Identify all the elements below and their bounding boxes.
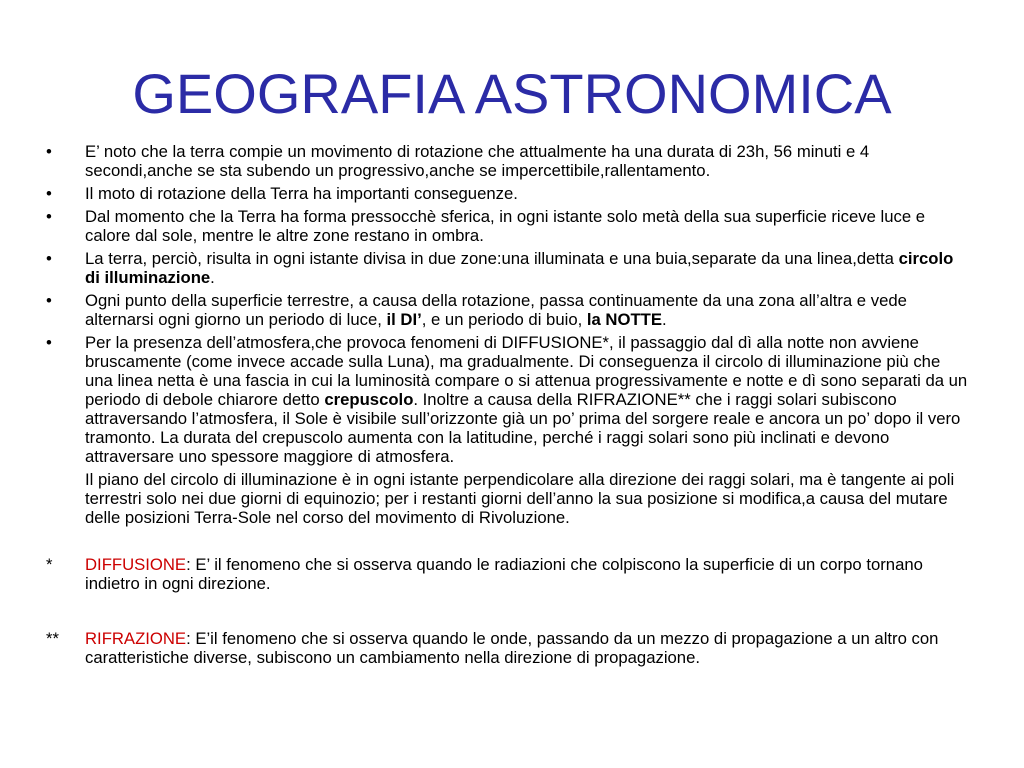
bullet-item — [42, 291, 970, 329]
bullet-item — [42, 142, 970, 180]
footnote-mark: * — [46, 555, 53, 574]
bullet-text — [85, 249, 953, 287]
bullet-text — [85, 291, 907, 329]
bullet-text-part: La terra, perciò, risulta in ogni istante divisa in due zone:una illuminata e una buia,separate da una linea,detta — [85, 249, 899, 268]
footnote-term: DIFFUSIONE — [85, 555, 187, 574]
paragraph-circolo: Il piano del circolo di illuminazione è in ogni istante perpendicolare alla direzione dei raggi solari, ma è tangente ai poli terrestri solo nei due giorni di equinozio; per i restanti giorni dell’anno la sua posizione si modifica,a causa del mutare delle posizioni Terra-Sole nel corso del movimento di Rivoluzione. — [85, 470, 955, 527]
bullet-text-part: . — [210, 268, 215, 287]
bullet-text-part: . Inoltre a causa della RIFRAZIONE** che i raggi solari subiscono attraversando l’atmosfera, il Sole è visibile sull’orizzonte già un po’ prima del sorgere reale e ancora un po’ dopo il vero tramonto. La durata del crepuscolo aumenta con la latitudine, perché i raggi solari sono più inclinati e devono attraversare uno spessore maggiore di atmosfera. — [85, 390, 961, 466]
bullet-item — [42, 207, 970, 245]
bold-term-notte: la NOTTE — [586, 310, 662, 329]
footnote-diffusione — [42, 555, 970, 593]
bullet-text — [85, 333, 967, 466]
slide-title: GEOGRAFIA ASTRONOMICA — [132, 62, 892, 125]
bold-term-di: il DI’ — [386, 310, 422, 329]
bullet-text-part: , e un periodo di buio, — [421, 310, 587, 329]
bullet-text-part: Per la presenza dell’atmosfera,che provoca fenomeni di DIFFUSIONE*, il passaggio dal dì alla notte non avviene bruscamente (come invece accade sulla Luna), ma gradualmente. Di conseguenza il circolo di illuminazione più che una linea netta è una fascia in cui la luminosità compare o si attenua progressivamente e notte e dì sono separati da un periodo di debole chiarore detto — [85, 333, 968, 409]
bullet-dot: • — [46, 249, 52, 268]
footnote-term: RIFRAZIONE — [85, 629, 187, 648]
bullet-item — [42, 184, 970, 203]
footnote-text: : E’il fenomeno che si osserva quando le onde, passando da un mezzo di propagazione a un altro con caratteristiche diverse, subiscono un cambiamento nella direzione di propagazione. — [85, 629, 939, 667]
bullet-dot: • — [46, 142, 52, 161]
slide-content — [42, 142, 970, 667]
bullet-item — [42, 333, 970, 466]
bullet-text: Il moto di rotazione della Terra ha importanti conseguenze. — [85, 184, 518, 203]
bold-term-circolo: circolo di illuminazione — [85, 249, 954, 287]
bullet-text: E’ noto che la terra compie un movimento di rotazione che attualmente ha una durata di 23h, 56 minuti e 4 secondi,anche se sta subendo un progressivo,anche se impercettibile,rallentamento. — [85, 142, 870, 180]
bullet-dot: • — [46, 333, 52, 352]
footnote-rifrazione — [42, 629, 970, 667]
footnote-text: : E’ il fenomeno che si osserva quando le radiazioni che colpiscono la superficie di un corpo tornano indietro in ogni direzione. — [85, 555, 923, 593]
bullet-dot: • — [46, 291, 52, 310]
footnote-mark: ** — [46, 629, 59, 648]
bullet-text-part: . — [661, 310, 667, 329]
bullet-dot: • — [46, 207, 52, 226]
bullet-dot: • — [46, 184, 52, 203]
bullet-text: Dal momento che la Terra ha forma pressocchè sferica, in ogni istante solo metà della sua superficie riceve luce e calore dal sole, mentre le altre zone restano in ombra. — [85, 207, 926, 245]
bullet-text-part: Ogni punto della superficie terrestre, a causa della rotazione, passa continuamente da una zona all’altra e vede alternarsi ogni giorno un periodo di luce, — [85, 291, 907, 329]
bullet-item — [42, 249, 970, 287]
bold-term-crepuscolo: crepuscolo — [324, 390, 414, 409]
